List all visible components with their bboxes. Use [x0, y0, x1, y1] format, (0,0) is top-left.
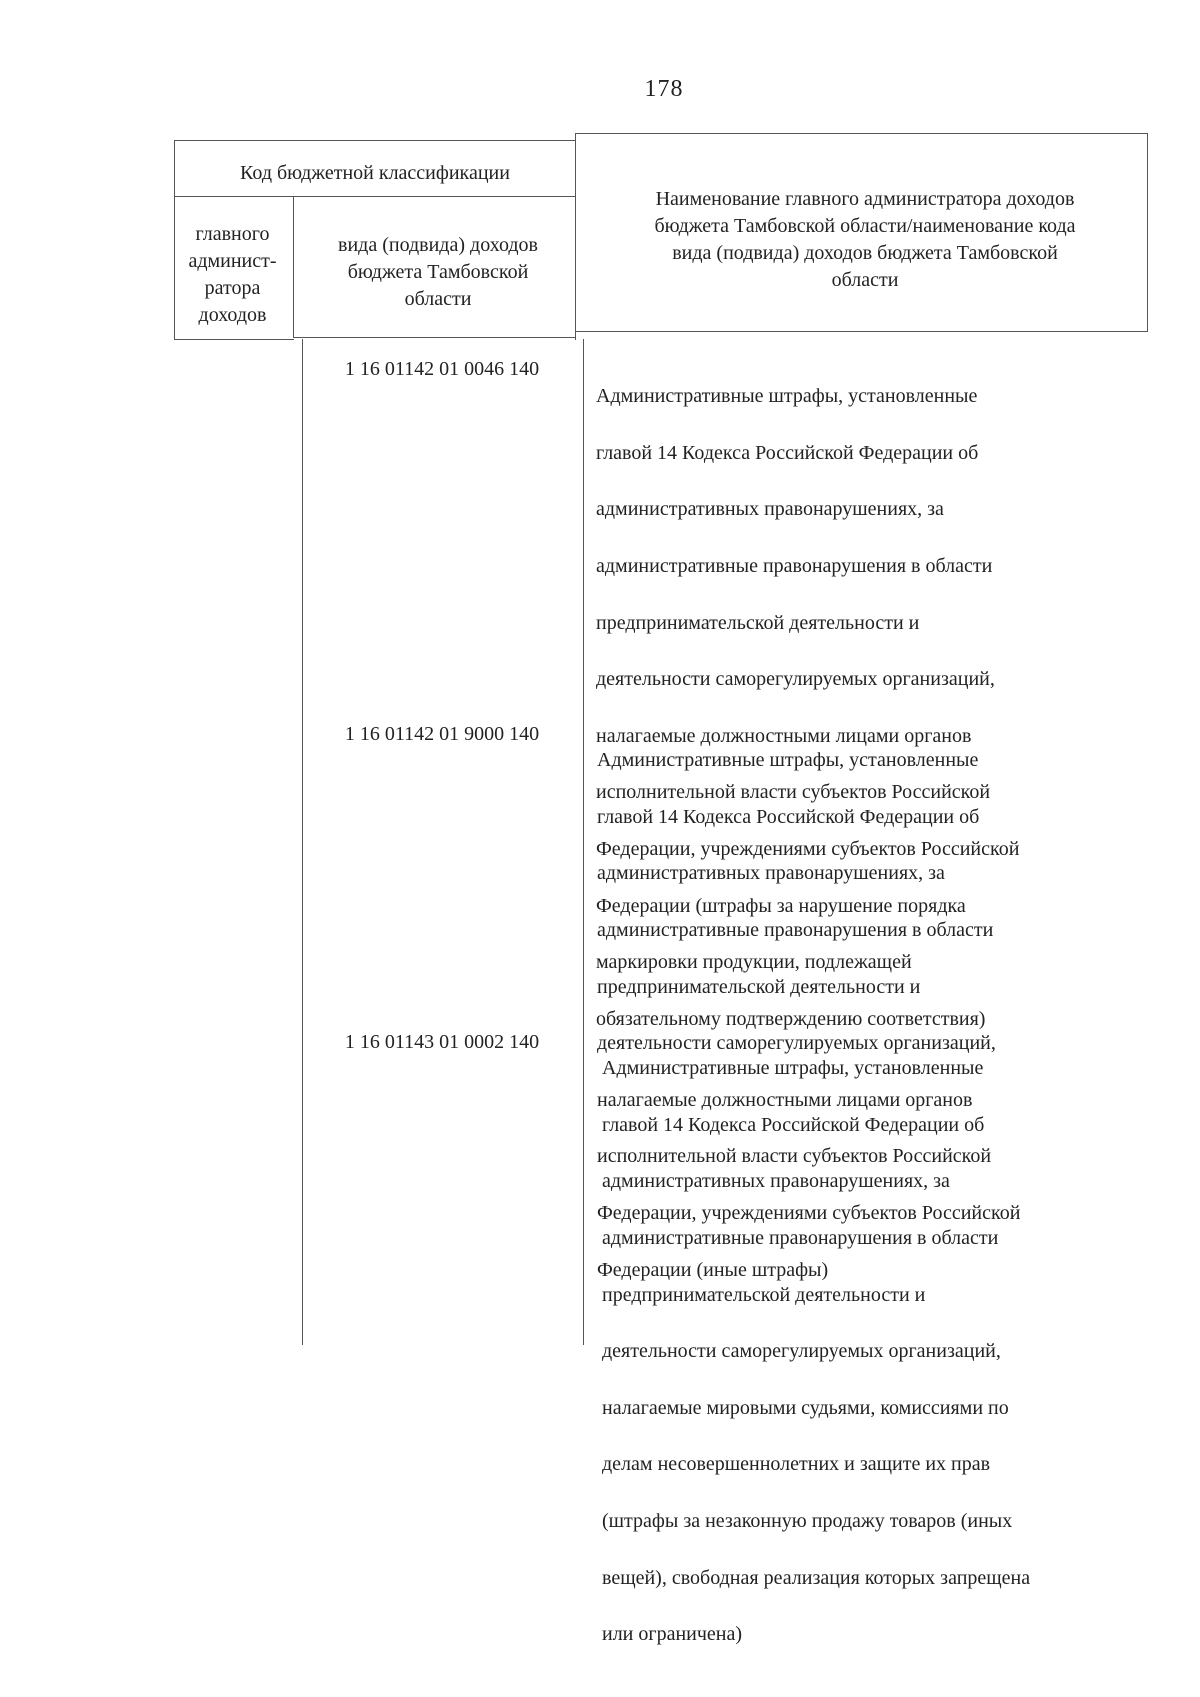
description-line: предпринимательской деятельности и	[596, 611, 920, 634]
table-top-border-left	[174, 140, 576, 141]
header-type-line: вида (подвида) доходов	[338, 234, 538, 256]
header-name-line: Наименование главного администратора доходов	[655, 188, 1075, 210]
header-type-column	[297, 232, 579, 313]
column-divider-admin	[293, 196, 294, 338]
description-line: обязательному подтверждению соответствия)	[596, 1007, 986, 1030]
description-line: предпринимательской деятельности и	[602, 1283, 926, 1306]
header-bottom-border-mid	[293, 337, 576, 338]
header-name-line: области	[831, 269, 899, 291]
description-line: главой 14 Кодекса Российской Федерации об	[597, 805, 980, 828]
description-line: административные правонарушения в области	[597, 919, 994, 942]
description-line: делам несовершеннолетних и защите их прав	[602, 1453, 991, 1476]
header-admin-line: админист-	[188, 250, 277, 272]
description-line: деятельности саморегулируемых организаций,	[597, 1032, 996, 1055]
description-line: административных правонарушениях, за	[596, 498, 944, 521]
column-divider-admin-body	[302, 339, 303, 1345]
description-line: налагаемые должностными лицами органов	[597, 1088, 973, 1111]
description-line: Федерации, учреждениями субъектов Российской	[596, 838, 1020, 861]
description-line: административных правонарушениях, за	[602, 1170, 950, 1193]
header-name-line: вида (подвида) доходов бюджета Тамбовской	[672, 242, 1058, 264]
description-line: главой 14 Кодекса Российской Федерации об	[596, 441, 979, 464]
header-bottom-border-right	[575, 331, 1148, 332]
header-group-divider	[174, 196, 576, 197]
table-row-code: 1 16 01143 01 0002 140	[344, 1031, 540, 1053]
page-number: 178	[644, 76, 684, 102]
header-admin-line: доходов	[198, 304, 267, 326]
description-line: предпринимательской деятельности и	[597, 975, 921, 998]
description-line: Административные штрафы, установленные	[602, 1057, 984, 1080]
header-type-line: области	[404, 288, 472, 310]
header-name-line: бюджета Тамбовской области/наименование кода	[654, 215, 1076, 237]
description-line: (штрафы за незаконную продажу товаров (иных	[602, 1510, 1013, 1533]
header-bottom-border-left	[174, 339, 294, 340]
column-divider-name-body	[583, 339, 584, 1345]
description-line: исполнительной власти субъектов Российской	[596, 781, 991, 804]
header-group-title: Код бюджетной классификации	[240, 162, 510, 184]
description-line: административные правонарушения в области	[602, 1227, 999, 1250]
table-row-code: 1 16 01142 01 9000 140	[344, 723, 540, 745]
header-type-line: бюджета Тамбовской	[347, 261, 529, 283]
description-line: деятельности саморегулируемых организаций,	[596, 668, 995, 691]
table-top-border-right	[575, 133, 1148, 134]
description-line: налагаемые мировыми судьями, комиссиями по	[602, 1396, 1009, 1419]
description-line: маркировки продукции, подлежащей	[596, 951, 912, 974]
description-line: главой 14 Кодекса Российской Федерации об	[602, 1113, 985, 1136]
description-line: административные правонарушения в области	[596, 555, 993, 578]
header-admin-line: главного	[195, 223, 270, 245]
description-line: или ограничена)	[602, 1623, 743, 1646]
header-admin-column	[174, 221, 291, 329]
table-row-code: 1 16 01142 01 0046 140	[344, 358, 540, 380]
description-line: Федерации (штрафы за нарушение порядка	[596, 894, 966, 917]
description-line: исполнительной власти субъектов Российской	[597, 1145, 992, 1168]
header-name-column	[582, 186, 1148, 294]
description-line: вещей), свободная реализация которых запрещена	[602, 1566, 1031, 1589]
description-line: Административные штрафы, установленные	[596, 385, 978, 408]
description-line: административных правонарушениях, за	[597, 862, 945, 885]
description-line: Федерации (иные штрафы)	[597, 1258, 829, 1281]
description-line: налагаемые должностными лицами органов	[596, 724, 972, 747]
description-line: Федерации, учреждениями субъектов Российской	[597, 1202, 1021, 1225]
description-line: Административные штрафы, установленные	[597, 749, 979, 772]
description-line: деятельности саморегулируемых организаций,	[602, 1340, 1001, 1363]
table-row-description	[602, 1026, 1132, 1677]
header-admin-line: ратора	[204, 277, 261, 299]
